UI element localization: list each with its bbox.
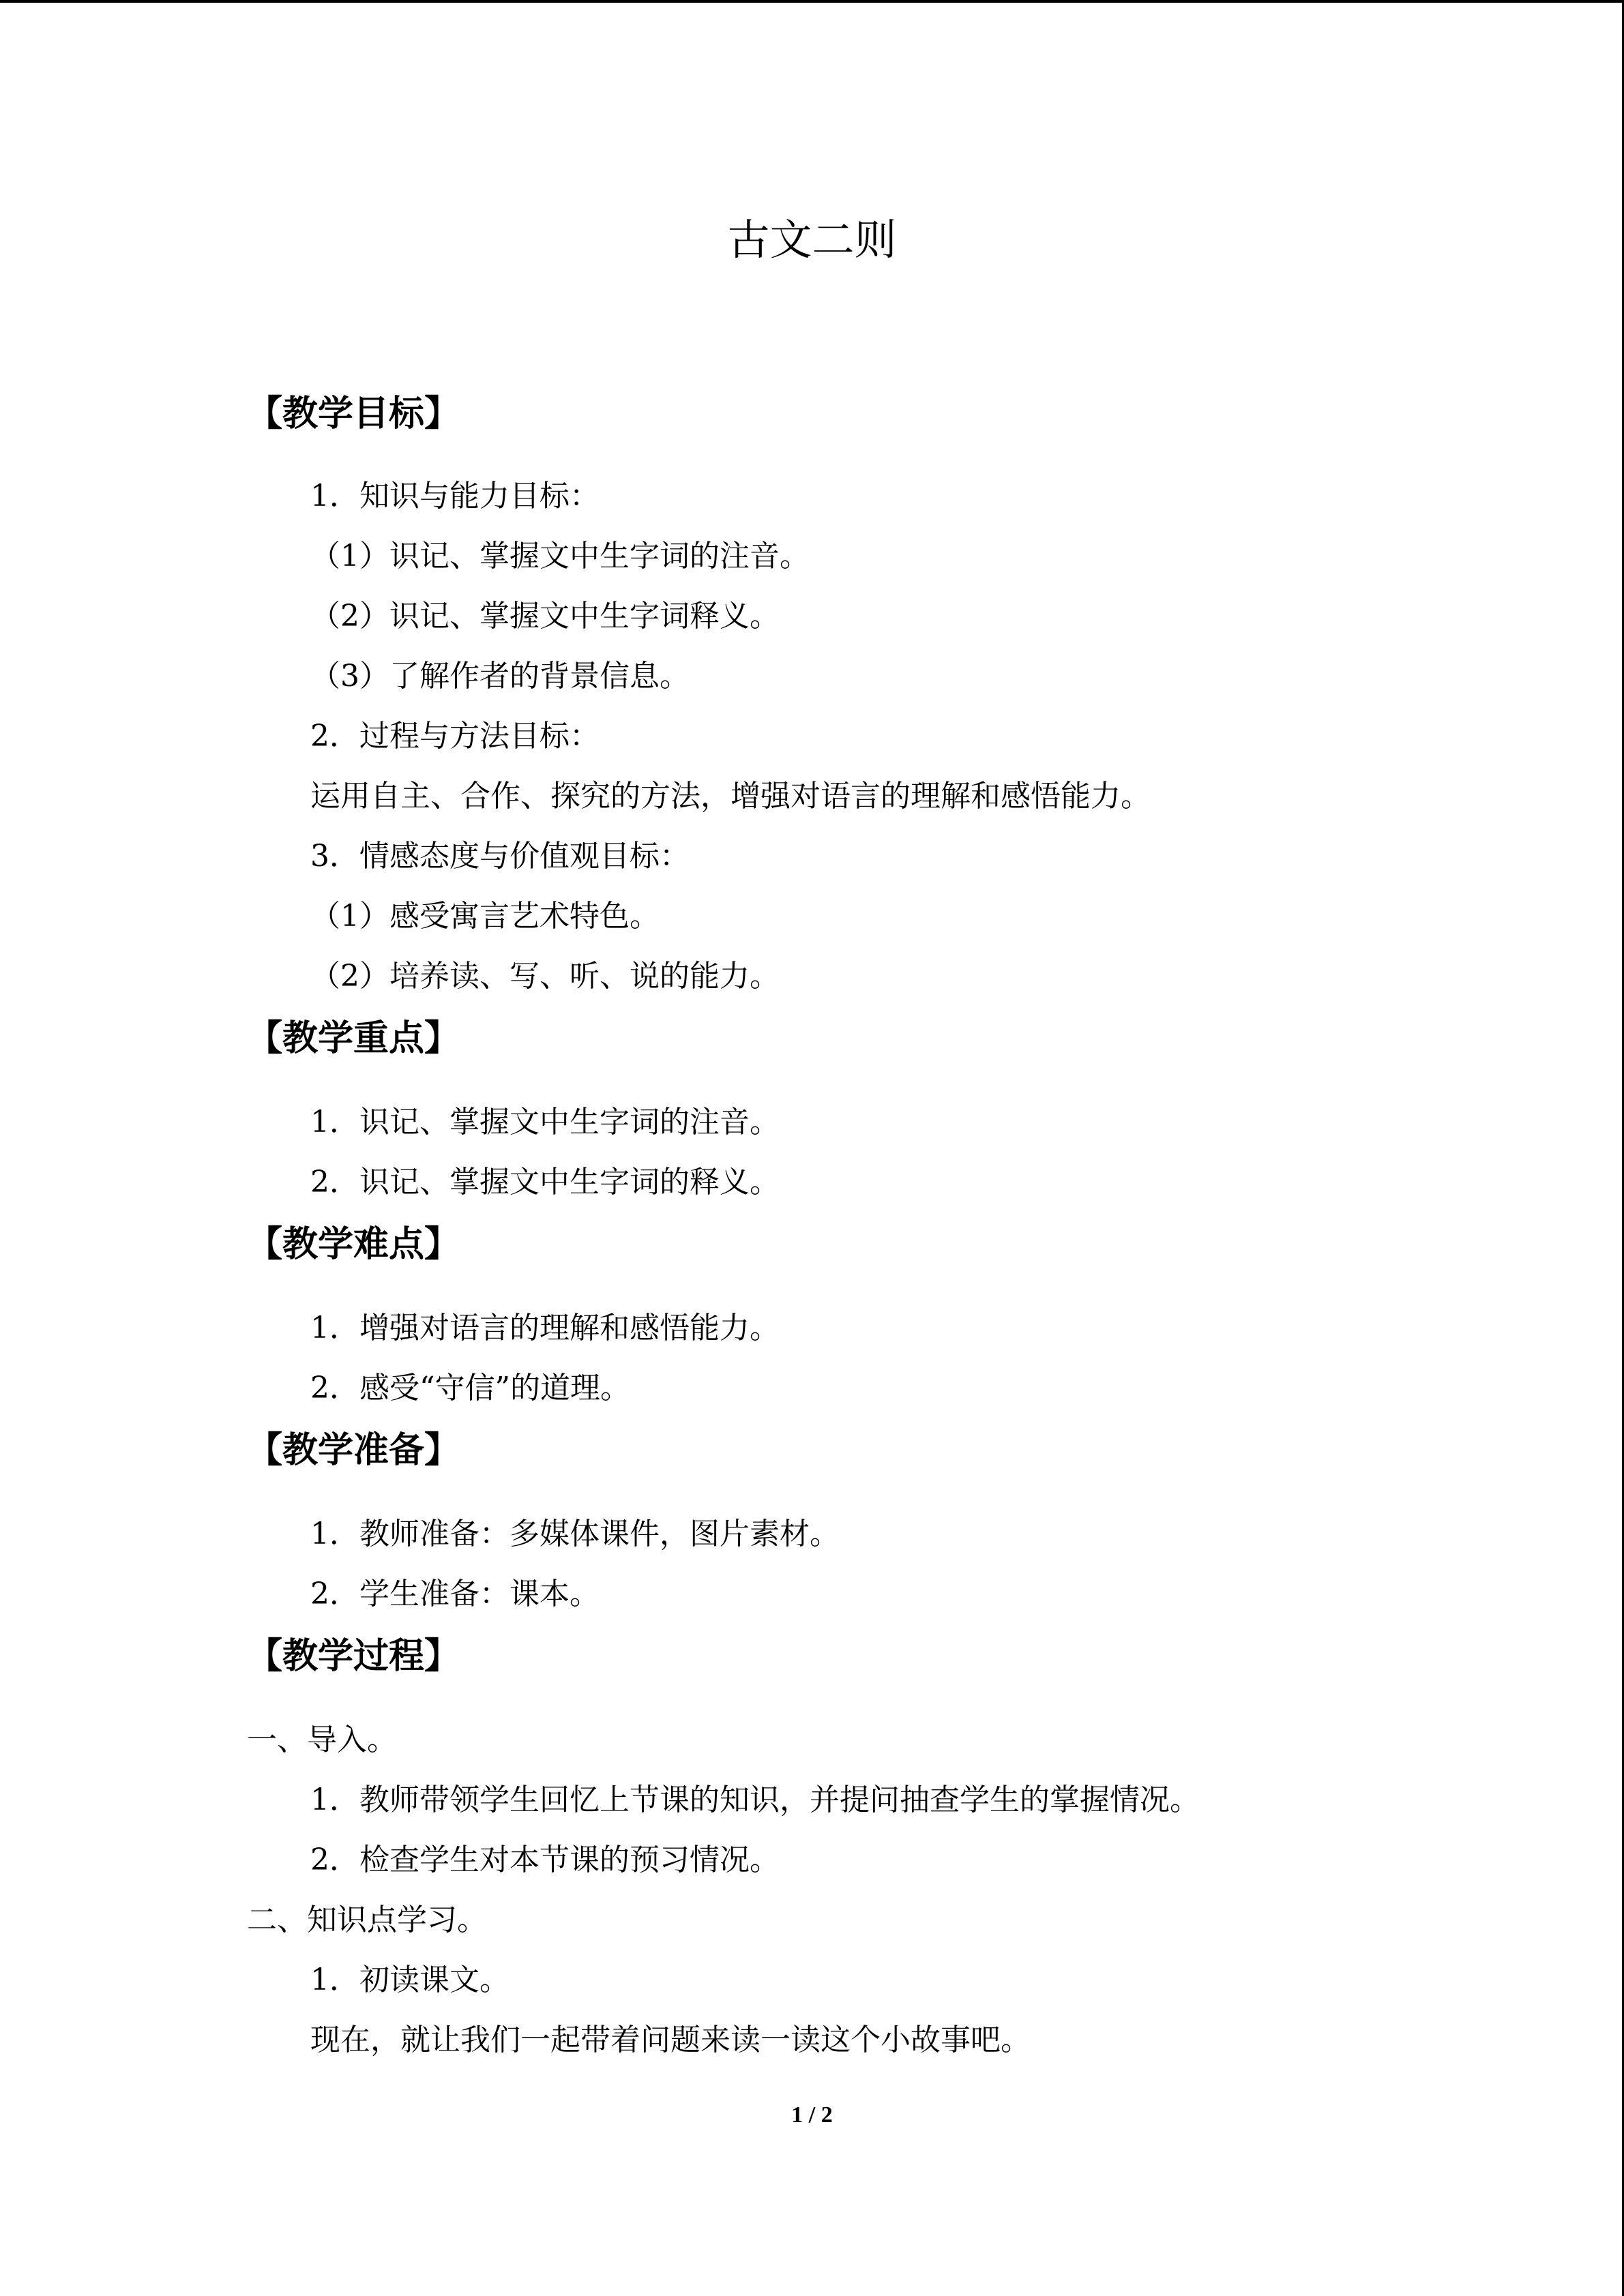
process-line: 1．教师带领学生回忆上节课的知识，并提问抽查学生的掌握情况。 bbox=[310, 1783, 1200, 1817]
objectives-line: 1．知识与能力目标： bbox=[310, 479, 600, 513]
difficulties-line: 1．增强对语言的理解和感悟能力。 bbox=[310, 1311, 780, 1345]
preparation-line: 2．学生准备：课本。 bbox=[310, 1577, 600, 1611]
section-heading-process: 【教学过程】 bbox=[247, 1636, 460, 1677]
process-line: 1．初读课文。 bbox=[310, 1963, 510, 1997]
objectives-line: （2）培养读、写、听、说的能力。 bbox=[310, 959, 780, 994]
objectives-line: 运用自主、合作、探究的方法，增强对语言的理解和感悟能力。 bbox=[310, 779, 1151, 814]
section-heading-objectives: 【教学目标】 bbox=[247, 393, 460, 434]
objectives-line: （2）识记、掌握文中生字词释义。 bbox=[310, 599, 780, 633]
page-number: 1 / 2 bbox=[791, 2102, 833, 2128]
objectives-line: （3）了解作者的背景信息。 bbox=[310, 659, 690, 694]
process-step-heading: 一、导入。 bbox=[247, 1723, 397, 1757]
key-points-line: 2．识记、掌握文中生字词的释义。 bbox=[310, 1165, 780, 1199]
objectives-line: 3．情感态度与价值观目标： bbox=[310, 839, 690, 874]
process-step-heading: 二、知识点学习。 bbox=[247, 1903, 487, 1937]
objectives-line: （1）识记、掌握文中生字词的注音。 bbox=[310, 539, 810, 573]
preparation-line: 1．教师准备：多媒体课件，图片素材。 bbox=[310, 1517, 840, 1551]
process-line: 现在，就让我们一起带着问题来读一读这个小故事吧。 bbox=[310, 2023, 1031, 2057]
page-title: 古文二则 bbox=[727, 215, 897, 265]
section-heading-difficulties: 【教学难点】 bbox=[247, 1224, 460, 1265]
objectives-line: 2．过程与方法目标： bbox=[310, 719, 600, 754]
difficulties-line: 2．感受“守信”的道理。 bbox=[310, 1371, 630, 1405]
section-heading-preparation: 【教学准备】 bbox=[247, 1430, 460, 1471]
section-heading-key-points: 【教学重点】 bbox=[247, 1018, 460, 1059]
process-line: 2．检查学生对本节课的预习情况。 bbox=[310, 1843, 780, 1877]
key-points-line: 1．识记、掌握文中生字词的注音。 bbox=[310, 1105, 780, 1139]
objectives-line: （1）感受寓言艺术特色。 bbox=[310, 899, 660, 934]
